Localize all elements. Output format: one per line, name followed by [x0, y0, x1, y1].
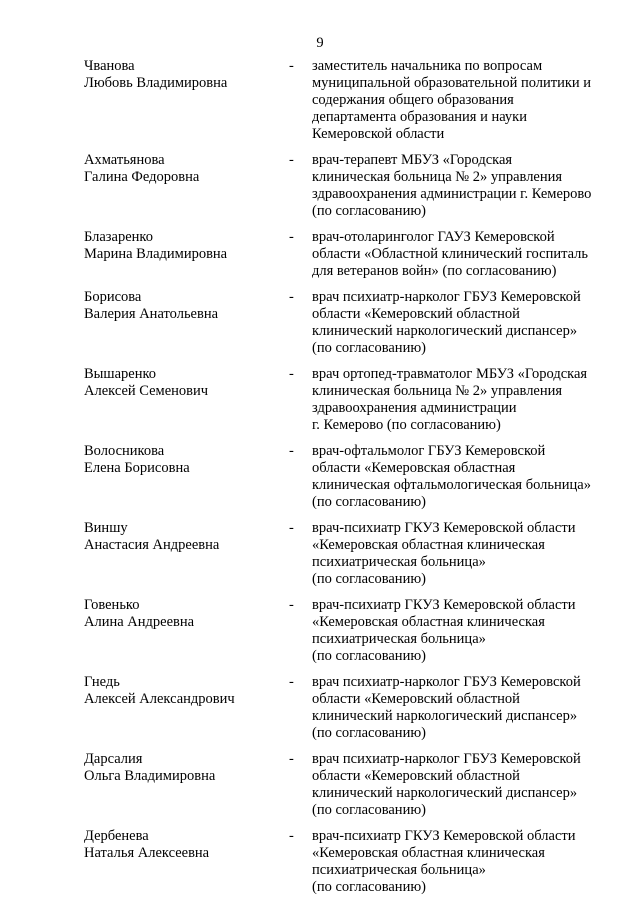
- role-line: (по согласованию): [312, 648, 426, 664]
- member-given-names: Алина Андреевна: [84, 614, 195, 630]
- role-line: (по согласованию): [312, 802, 426, 818]
- role-line: врач-психиатр ГКУЗ Кемеровской области: [312, 828, 576, 844]
- member-given-names: Наталья Алексеевна: [84, 845, 210, 861]
- member-name: [84, 597, 274, 631]
- role-line: содержания общего образования: [312, 92, 514, 108]
- member-given-names: Валерия Анатольевна: [84, 306, 219, 322]
- member-entry: [0, 597, 640, 665]
- role-line: области «Областной клинический госпиталь: [312, 246, 589, 262]
- member-given-names: Галина Федоровна: [84, 169, 200, 185]
- member-name: [84, 229, 274, 263]
- member-role: [312, 58, 606, 143]
- role-line: (по согласованию): [312, 494, 426, 510]
- role-line: врач психиатр-нарколог ГБУЗ Кемеровской: [312, 674, 581, 690]
- member-entry: [0, 289, 640, 357]
- member-given-names: Елена Борисовна: [84, 460, 190, 476]
- member-role: [312, 289, 606, 357]
- member-name: [84, 674, 274, 708]
- role-line: психиатрическая больница»: [312, 862, 486, 878]
- role-line: врач-офтальмолог ГБУЗ Кемеровской: [312, 443, 546, 459]
- member-entry: [0, 828, 640, 896]
- role-line: здравоохранения администрации: [312, 400, 517, 416]
- role-line: психиатрическая больница»: [312, 631, 486, 647]
- role-line: (по согласованию): [312, 571, 426, 587]
- member-name: [84, 520, 274, 554]
- role-line: врач-психиатр ГКУЗ Кемеровской области: [312, 520, 576, 536]
- role-line: области «Кемеровский областной: [312, 768, 520, 784]
- role-line: клинический наркологический диспансер»: [312, 785, 578, 801]
- member-given-names: Марина Владимировна: [84, 246, 228, 262]
- page-number: 9: [316, 35, 324, 51]
- member-role: [312, 828, 606, 896]
- role-line: врач психиатр-нарколог ГБУЗ Кемеровской: [312, 289, 581, 305]
- member-list: [0, 58, 640, 905]
- role-line: врач-психиатр ГКУЗ Кемеровской области: [312, 597, 576, 613]
- role-line: клинический наркологический диспансер»: [312, 323, 578, 339]
- member-entry: [0, 229, 640, 280]
- member-role: [312, 520, 606, 588]
- member-surname: Ахматьянова: [84, 152, 165, 168]
- member-name: [84, 152, 274, 186]
- member-entry: [0, 520, 640, 588]
- role-line: для ветеранов войн» (по согласованию): [312, 263, 557, 279]
- role-line: области «Кемеровская областная: [312, 460, 516, 476]
- member-given-names: Алексей Семенович: [84, 383, 209, 399]
- role-line: врач-терапевт МБУЗ «Городская: [312, 152, 513, 168]
- member-role: [312, 152, 606, 220]
- member-name: [84, 751, 274, 785]
- member-role: [312, 597, 606, 665]
- role-line: «Кемеровская областная клиническая: [312, 537, 545, 553]
- dash-separator: -: [289, 443, 294, 459]
- role-line: «Кемеровская областная клиническая: [312, 614, 545, 630]
- member-entry: [0, 751, 640, 819]
- member-name: [84, 828, 274, 862]
- role-line: (по согласованию): [312, 340, 426, 356]
- member-role: [312, 229, 606, 280]
- member-role: [312, 443, 606, 511]
- role-line: области «Кемеровский областной: [312, 306, 520, 322]
- role-line: врач-отоларинголог ГАУЗ Кемеровской: [312, 229, 555, 245]
- role-line: Кемеровской области: [312, 126, 445, 142]
- member-surname: Борисова: [84, 289, 142, 305]
- member-role: [312, 674, 606, 742]
- member-surname: Говенько: [84, 597, 140, 613]
- role-line: клиническая больница № 2» управления: [312, 383, 563, 399]
- member-given-names: Алексей Александрович: [84, 691, 235, 707]
- member-name: [84, 443, 274, 477]
- member-surname: Чванова: [84, 58, 135, 74]
- dash-separator: -: [289, 751, 294, 767]
- member-role: [312, 366, 606, 434]
- role-line: (по согласованию): [312, 879, 426, 895]
- member-surname: Блазаренко: [84, 229, 153, 245]
- member-entry: [0, 674, 640, 742]
- member-name: [84, 366, 274, 400]
- member-given-names: Анастасия Андреевна: [84, 537, 220, 553]
- member-entry: [0, 152, 640, 220]
- dash-separator: -: [289, 152, 294, 168]
- member-name: [84, 58, 274, 92]
- role-line: клинический наркологический диспансер»: [312, 708, 578, 724]
- dash-separator: -: [289, 229, 294, 245]
- role-line: клиническая больница № 2» управления: [312, 169, 563, 185]
- dash-separator: -: [289, 58, 294, 74]
- member-surname: Вышаренко: [84, 366, 157, 382]
- dash-separator: -: [289, 674, 294, 690]
- member-entry: [0, 58, 640, 143]
- dash-separator: -: [289, 828, 294, 844]
- member-surname: Виншу: [84, 520, 128, 536]
- role-line: «Кемеровская областная клиническая: [312, 845, 545, 861]
- role-line: (по согласованию): [312, 725, 426, 741]
- member-entry: [0, 366, 640, 434]
- member-surname: Волосникова: [84, 443, 165, 459]
- dash-separator: -: [289, 520, 294, 536]
- role-line: (по согласованию): [312, 203, 426, 219]
- member-surname: Дербенева: [84, 828, 149, 844]
- role-line: заместитель начальника по вопросам: [312, 58, 543, 74]
- member-role: [312, 751, 606, 819]
- member-given-names: Любовь Владимировна: [84, 75, 228, 91]
- member-given-names: Ольга Владимировна: [84, 768, 216, 784]
- dash-separator: -: [289, 597, 294, 613]
- role-line: врач ортопед-травматолог МБУЗ «Городская: [312, 366, 588, 382]
- role-line: клиническая офтальмологическая больница»: [312, 477, 591, 493]
- role-line: муниципальной образовательной политики и: [312, 75, 592, 91]
- role-line: врач психиатр-нарколог ГБУЗ Кемеровской: [312, 751, 581, 767]
- role-line: области «Кемеровский областной: [312, 691, 520, 707]
- role-line: департамента образования и науки: [312, 109, 527, 125]
- role-line: г. Кемерово (по согласованию): [312, 417, 501, 433]
- role-line: психиатрическая больница»: [312, 554, 486, 570]
- member-entry: [0, 443, 640, 511]
- role-line: здравоохранения администрации г. Кемерово: [312, 186, 592, 202]
- member-surname: Дарсалия: [84, 751, 143, 767]
- member-surname: Гнедь: [84, 674, 120, 690]
- dash-separator: -: [289, 289, 294, 305]
- member-name: [84, 289, 274, 323]
- dash-separator: -: [289, 366, 294, 382]
